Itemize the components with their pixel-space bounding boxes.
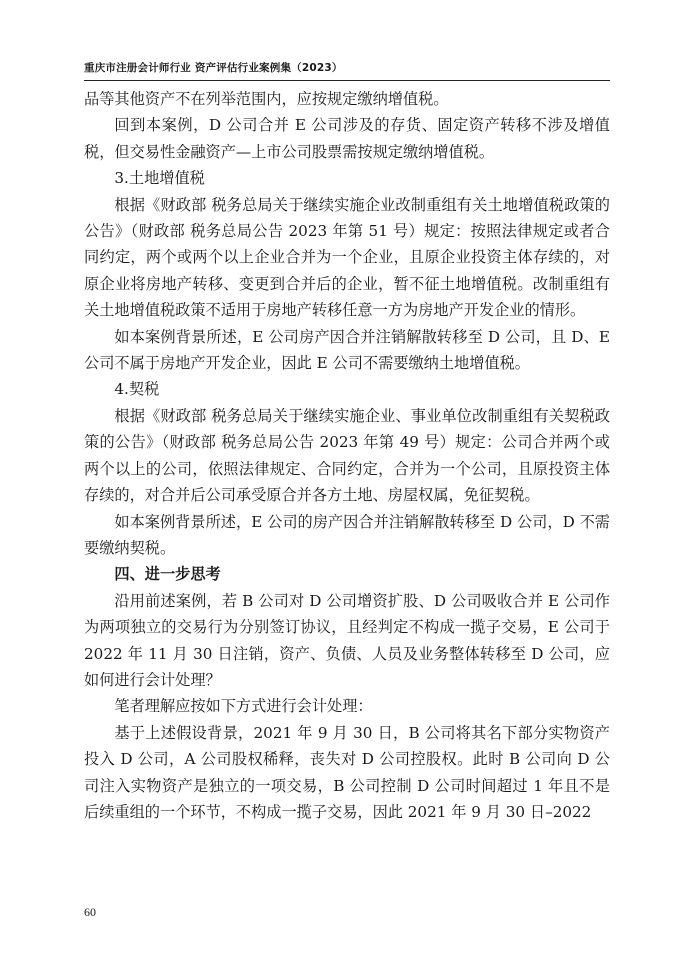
paragraph: 根据《财政部 税务总局关于继续实施企业、事业单位改制重组有关契税政策的公告》（财政部 税务总局公告 2023 年第 49 号）规定：公司合并两个或两个以上的公司，依照法律规定、合同约定，合并为一个公司，且原投资主体存续的，对合并后公司承受原合并各方土地、房屋权属，免征契税。 [84, 406, 610, 505]
page-number: 60 [84, 905, 96, 919]
paragraph: 根据《财政部 税务总局关于继续实施企业改制重组有关土地增值税政策的公告》（财政部 税务总局公告 2023 年第 51 号）规定：按照法律规定或者合同约定，两个或两个以上企业合并为一个企业，且原企业投资主体存续的，对原企业将房地产转移、变更到合并后的企业，暂不征土地增值税。改制重组有关土地增值税政策不适用于房地产转移任意一方为房地产开发企业的情形。 [84, 195, 610, 320]
paragraph: 4.契税 [114, 380, 160, 399]
paragraph: 回到本案例，D 公司合并 E 公司涉及的存货、固定资产转移不涉及增值税，但交易性金融资产—上市公司股票需按规定缴纳增值税。 [84, 116, 610, 161]
paragraph: 3.土地增值税 [114, 169, 205, 188]
paragraph: 品等其他资产不在列举范围内，应按规定缴纳增值税。 [84, 90, 449, 108]
paragraph: 基于上述假设背景，2021 年 9 月 30 日，B 公司将其名下部分实物资产投入 D 公司，A 公司股权稀释，丧失对 D 公司控股权。此时 B 公司向 D 公司注入实物资产是独立的一项交易，B 公司控制 D 公司时间超过 1 年且不是后续重组的一个环节，不构成一揽子交易，因此 2021 年 9 月 30 日–2022 [84, 723, 610, 821]
paragraph: 沿用前述案例，若 B 公司对 D 公司增资扩股、D 公司吸收合并 E 公司作为两项独立的交易行为分别签订协议，且经判定不构成一揽子交易，E 公司于 2022 年 11 月 30 日注销，资产、负债、人员及业务整体转移至 D 公司，应如何进行会计处理？ [84, 591, 610, 689]
section-heading: 四、进一步思考 [114, 565, 221, 584]
paragraph: 笔者理解应按如下方式进行会计处理： [114, 697, 373, 716]
running-header: 重庆市注册会计师行业 资产评估行业案例集（2023） [84, 60, 610, 81]
body-text [84, 86, 610, 825]
paragraph: 如本案例背景所述，E 公司的房产因合并注销解散转移至 D 公司，D 不需要缴纳契税。 [84, 512, 610, 557]
paragraph: 如本案例背景所述，E 公司房产因合并注销解散转移至 D 公司，且 D、E 公司不属于房地产开发企业，因此 E 公司不需要缴纳土地增值税。 [84, 327, 610, 373]
